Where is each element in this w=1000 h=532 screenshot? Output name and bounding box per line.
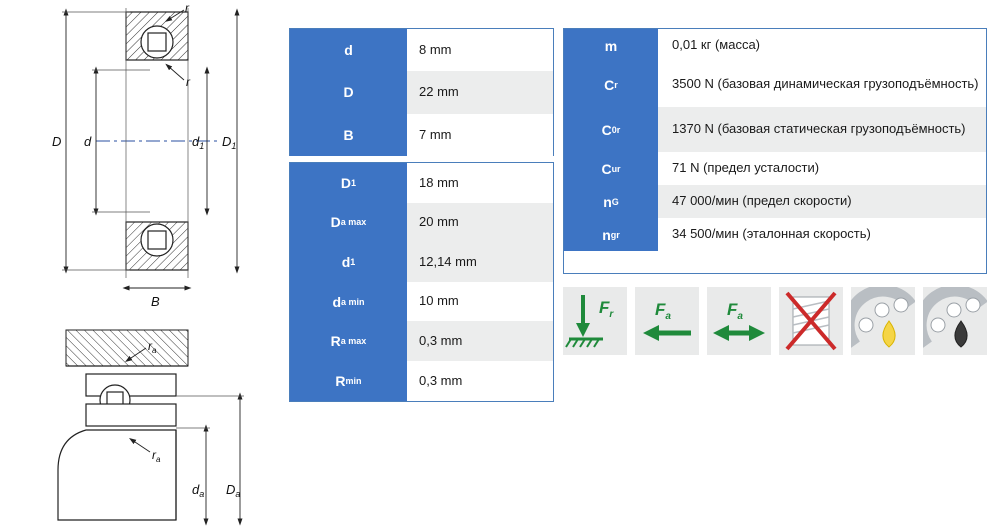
row-value: 34 500/мин (эталонная скорость) xyxy=(658,218,986,251)
symbol-text: R xyxy=(335,372,346,389)
symbol-subscript: min xyxy=(345,375,362,386)
drawing-label-r-mid: r xyxy=(186,75,190,89)
symbol-subscript: gr xyxy=(610,229,620,240)
drawing-label-da: $d_a$ xyxy=(192,482,205,499)
no-misalignment-icon xyxy=(779,287,843,355)
table-row xyxy=(290,282,553,322)
drawing-label-Da: $D_a$ xyxy=(226,482,241,499)
symbol-text: C xyxy=(601,160,612,177)
table-row xyxy=(564,152,986,185)
geometry-table xyxy=(289,162,554,402)
row-value: 3500 N (базовая динамическая грузоподъёмность) xyxy=(658,62,986,107)
symbol-subscript: a max xyxy=(340,336,367,347)
table-row xyxy=(564,62,986,107)
row-value: 20 mm xyxy=(407,203,553,243)
symbol-subscript: r xyxy=(614,79,618,90)
drawing-label-D: D xyxy=(52,134,62,149)
oil-lubrication-icon xyxy=(923,287,987,355)
row-symbol xyxy=(564,152,658,185)
row-symbol xyxy=(564,29,658,62)
row-value: 1370 N (базовая статическая грузоподъёмность) xyxy=(658,107,986,152)
table-row xyxy=(290,71,553,113)
symbol-subscript: G xyxy=(611,196,619,207)
symbol-text: C xyxy=(604,76,615,93)
row-symbol xyxy=(564,185,658,218)
symbol-text: n xyxy=(602,226,611,243)
table-row xyxy=(290,321,553,361)
drawing-label-D1: $D_1$ xyxy=(222,134,237,151)
row-value: 0,01 кг (масса) xyxy=(658,29,986,62)
symbol-text: m xyxy=(604,37,618,54)
capability-icon-strip xyxy=(563,287,987,355)
row-symbol xyxy=(564,218,658,251)
symbol-text: D xyxy=(340,174,352,191)
table-row xyxy=(564,29,986,62)
row-value: 10 mm xyxy=(407,282,553,322)
table-row xyxy=(290,29,553,71)
symbol-subscript: a max xyxy=(340,217,367,228)
symbol-text: d xyxy=(344,42,353,59)
row-value: 22 mm xyxy=(407,71,553,113)
load-ratings-table xyxy=(563,28,987,274)
row-value: 0,3 mm xyxy=(407,361,553,401)
row-value: 18 mm xyxy=(407,163,553,203)
axial-load-left-label: $F_a$ xyxy=(655,300,671,322)
main-dimensions-table xyxy=(289,28,554,156)
symbol-text: D xyxy=(343,84,354,101)
symbol-text: d xyxy=(341,253,351,270)
row-value: 71 N (предел усталости) xyxy=(658,152,986,185)
symbol-text: n xyxy=(603,193,612,210)
row-symbol xyxy=(290,282,407,322)
axial-load-left-icon xyxy=(635,287,699,355)
row-symbol xyxy=(290,114,407,156)
symbol-text: R xyxy=(330,333,341,350)
table-row xyxy=(290,163,553,203)
symbol-subscript: ur xyxy=(611,163,621,174)
table-row xyxy=(564,218,986,251)
drawing-label-r-top: r xyxy=(185,1,189,15)
symbol-text: d xyxy=(332,293,342,310)
symbol-subscript: 0r xyxy=(611,124,621,135)
radial-load-label: $F_r$ xyxy=(599,298,614,320)
bearing-drawings xyxy=(0,0,280,527)
bearing-cross-section-drawing xyxy=(0,0,280,527)
drawing-label-d1: $d_1$ xyxy=(192,134,205,151)
row-symbol xyxy=(564,107,658,152)
row-symbol xyxy=(290,163,407,203)
row-symbol xyxy=(290,321,407,361)
drawing-label-d: d xyxy=(84,134,92,149)
row-symbol xyxy=(290,29,407,71)
table-row xyxy=(564,185,986,218)
row-symbol xyxy=(564,62,658,107)
row-value: 12,14 mm xyxy=(407,242,553,282)
axial-load-both-label: $F_a$ xyxy=(727,300,743,322)
table-row xyxy=(290,242,553,282)
row-symbol xyxy=(290,71,407,113)
symbol-text: B xyxy=(343,126,354,143)
row-value: 7 mm xyxy=(407,114,553,156)
grease-lubrication-icon xyxy=(851,287,915,355)
row-value: 0,3 mm xyxy=(407,321,553,361)
drawing-label-ra-bottom: $r_a$ xyxy=(152,448,161,464)
symbol-text: C xyxy=(601,121,612,138)
axial-load-both-icon xyxy=(707,287,771,355)
symbol-text: D xyxy=(330,214,341,231)
radial-load-icon xyxy=(563,287,627,355)
row-value: 8 mm xyxy=(407,29,553,71)
row-value: 47 000/мин (предел скорости) xyxy=(658,185,986,218)
symbol-subscript: 1 xyxy=(350,256,356,267)
row-symbol xyxy=(290,203,407,243)
table-row xyxy=(290,203,553,243)
symbol-subscript: 1 xyxy=(351,177,357,188)
row-symbol xyxy=(290,242,407,282)
table-row xyxy=(564,107,986,152)
drawing-label-ra-top: $r_a$ xyxy=(148,339,157,355)
row-symbol xyxy=(290,361,407,401)
table-row xyxy=(290,361,553,401)
table-row xyxy=(290,114,553,156)
drawing-label-B: B xyxy=(151,294,160,309)
symbol-subscript: a min xyxy=(341,296,365,307)
